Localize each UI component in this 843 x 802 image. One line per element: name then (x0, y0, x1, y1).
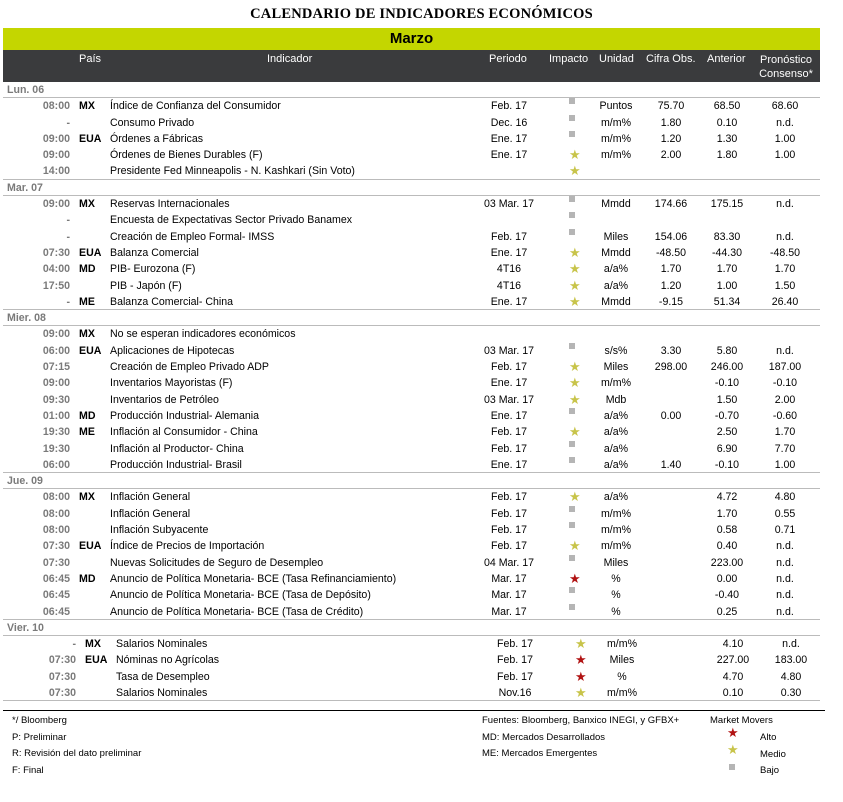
anterior-cell: 4.10 (722, 638, 744, 651)
legend-high-label: Alto (760, 732, 777, 743)
unit-cell: a/a% (603, 426, 629, 439)
time-cell: 19:30 (42, 442, 70, 455)
table-row (0, 98, 843, 114)
page-title: CALENDARIO DE INDICADORES ECONÓMICOS (250, 6, 593, 22)
cifra-cell: 3.30 (660, 344, 682, 357)
table-row (0, 408, 843, 424)
pronostico-cell: 7.70 (774, 442, 796, 455)
table-row: 07:30 Tasa de Desempleo Feb. 17 % 4.70 4.80 ★ (0, 669, 843, 685)
anterior-cell: 227.00 (716, 654, 750, 667)
footnote-bloomberg: */ Bloomberg (12, 715, 67, 726)
indicator-cell: Índice de Precios de Importación (110, 540, 265, 553)
pronostico-cell: n.d. (782, 638, 800, 651)
indicator-cell: Anuncio de Política Monetaria- BCE (Tasa Refinanciamiento) (110, 572, 397, 585)
anterior-cell: 1.50 (716, 393, 738, 406)
indicator-cell: PIB - Japón (F) (110, 279, 182, 292)
day-header (0, 473, 843, 489)
pronostico-cell: 0.55 (774, 507, 796, 520)
unit-cell: m/m% (606, 686, 637, 699)
pronostico-cell: n.d. (776, 589, 794, 602)
pronostico-cell: 1.00 (774, 149, 796, 162)
indicator-cell: Anuncio de Política Monetaria- BCE (Tasa de Crédito) (110, 605, 364, 618)
anterior-cell: 0.00 (716, 572, 738, 585)
time-cell: 09:00 (42, 328, 70, 341)
pronostico-cell: 1.00 (774, 458, 796, 471)
period-cell: Feb. 17 (497, 670, 533, 683)
time-cell: 06:00 (42, 344, 70, 357)
indicator-cell: Inflación al Consumidor - China (110, 426, 258, 439)
time-cell: - (66, 116, 70, 129)
time-cell: - (66, 230, 70, 243)
table-row (0, 441, 843, 457)
cifra-cell: 1.70 (660, 263, 682, 276)
time-cell: - (66, 295, 70, 308)
country-cell: MD (79, 572, 96, 585)
period-cell: Feb. 17 (491, 426, 527, 439)
indicator-cell: Inventarios de Petróleo (110, 393, 219, 406)
table-row (0, 196, 843, 212)
cifra-cell: 0.00 (660, 409, 682, 422)
table-row: 07:30 EUA Nóminas no Agrícolas Feb. 17 Miles 227.00 183.00 ★ (0, 652, 843, 668)
table-row (0, 587, 843, 603)
anterior-cell: 1.00 (716, 279, 738, 292)
unit-cell: m/m% (600, 524, 631, 537)
anterior-cell: -0.40 (714, 589, 740, 602)
time-cell: 06:45 (42, 589, 70, 602)
time-cell: 07:30 (48, 670, 76, 683)
indicator-cell: Balanza Comercial (110, 246, 199, 259)
indicator-cell: Inventarios Mayoristas (F) (110, 377, 233, 390)
header-pronostico (751, 53, 821, 81)
country-cell: MD (79, 263, 96, 276)
indicator-cell: Inflación General (110, 491, 191, 504)
time-cell: 08:00 (42, 491, 70, 504)
indicator-cell: Órdenes a Fábricas (110, 132, 204, 145)
indicator-cell: PIB- Eurozona (F) (110, 263, 196, 276)
period-cell: Feb. 17 (491, 100, 527, 113)
day-header (0, 620, 843, 636)
time-cell: 07:30 (48, 686, 76, 699)
anterior-cell: 1.70 (716, 263, 738, 276)
time-cell: 06:45 (42, 605, 70, 618)
pronostico-cell: n.d. (776, 540, 794, 553)
country-cell: MX (79, 198, 95, 211)
time-cell: - (72, 638, 76, 651)
table-row (0, 115, 843, 131)
period-cell: Nov.16 (498, 686, 532, 699)
table-row: - MX Salarios Nominales Feb. 17 m/m% 4.10 n.d. ★ (0, 636, 843, 652)
country-cell: MX (85, 638, 101, 651)
legend-med-label: Medio (760, 749, 786, 760)
day-header (0, 180, 843, 196)
period-cell: Feb. 17 (491, 361, 527, 374)
unit-cell: % (611, 572, 621, 585)
country-cell: ME (79, 295, 95, 308)
indicator-cell: Consumo Privado (110, 116, 195, 129)
anterior-cell: 246.00 (710, 361, 744, 374)
period-cell: 04 Mar. 17 (483, 556, 535, 569)
header-periodo: Periodo (489, 53, 527, 65)
country-cell: EUA (79, 132, 102, 145)
table-row (0, 506, 843, 522)
time-cell: 14:00 (42, 165, 70, 178)
country-cell: EUA (79, 246, 102, 259)
indicator-cell: Salarios Nominales (116, 638, 208, 651)
pronostico-cell: -48.50 (769, 246, 801, 259)
country-cell: ME (79, 426, 95, 439)
header-pronostico-line2: Consenso* (759, 68, 813, 80)
country-cell: MX (79, 100, 95, 113)
pronostico-cell: 183.00 (774, 654, 808, 667)
anterior-cell: 0.10 (716, 116, 738, 129)
pronostico-cell: -0.10 (772, 377, 798, 390)
period-cell: Feb. 17 (497, 638, 533, 651)
header-pais: País (79, 53, 102, 65)
header-impacto: Impacto (549, 53, 589, 65)
pronostico-cell: 4.80 (774, 491, 796, 504)
anterior-cell: 5.80 (716, 344, 738, 357)
country-cell: MD (79, 409, 96, 422)
table-row (0, 212, 843, 228)
period-cell: Feb. 17 (491, 230, 527, 243)
unit-cell: a/a% (603, 442, 629, 455)
anterior-cell: 6.90 (716, 442, 738, 455)
anterior-cell: 51.34 (713, 295, 741, 308)
cifra-cell: -48.50 (655, 246, 687, 259)
period-cell: Ene. 17 (490, 377, 528, 390)
unit-cell: % (611, 605, 621, 618)
period-cell: Feb. 17 (491, 491, 527, 504)
table-row: 09:00 Inventarios Mayoristas (F) Ene. 17 m/m% -0.10 -0.10 ★ (0, 375, 843, 391)
indicator-cell: Aplicaciones de Hipotecas (110, 344, 235, 357)
time-cell: 07:30 (42, 540, 70, 553)
row-divider (3, 700, 820, 701)
anterior-cell: 83.30 (713, 230, 741, 243)
cifra-cell: 1.20 (660, 132, 682, 145)
table-row (0, 131, 843, 147)
period-cell: Dec. 16 (490, 116, 528, 129)
indicator-cell: Inflación Subyacente (110, 524, 209, 537)
pronostico-cell: 1.00 (774, 132, 796, 145)
table-row: 04:00 MD PIB- Eurozona (F) 4T16 a/a% 1.70 1.70 1.70 ★ (0, 261, 843, 277)
footnote-preliminar: P: Preliminar (12, 732, 67, 743)
time-cell: 06:45 (42, 572, 70, 585)
anterior-cell: 4.70 (722, 670, 744, 683)
unit-cell: % (617, 670, 627, 683)
table-header (3, 50, 820, 82)
table-row (0, 604, 843, 620)
pronostico-cell: n.d. (776, 605, 794, 618)
day-header (0, 82, 843, 98)
pronostico-cell: 1.50 (774, 279, 796, 292)
cifra-cell: 1.20 (660, 279, 682, 292)
cifra-cell: 1.40 (660, 458, 682, 471)
pronostico-cell: 4.80 (780, 670, 802, 683)
time-cell: 07:30 (42, 556, 70, 569)
indicator-cell: Tasa de Desempleo (116, 670, 210, 683)
time-cell: 09:00 (42, 377, 70, 390)
pronostico-cell: 26.40 (771, 295, 799, 308)
indicator-cell: Encuesta de Expectativas Sector Privado Banamex (110, 214, 353, 227)
pronostico-cell: 0.30 (780, 686, 802, 699)
indicator-cell: Balanza Comercial- China (110, 295, 234, 308)
unit-cell: Mmdd (601, 246, 631, 259)
unit-cell: a/a% (603, 458, 629, 471)
time-cell: 19:30 (42, 426, 70, 439)
table-row: 08:00 MX Inflación General Feb. 17 a/a% 4.72 4.80 ★ (0, 489, 843, 505)
unit-cell: m/m% (600, 507, 631, 520)
pronostico-cell: n.d. (776, 344, 794, 357)
table-row: 09:00 Órdenes de Bienes Durables (F) Ene. 17 m/m% 2.00 1.80 1.00 ★ (0, 147, 843, 163)
legend-med-icon: ★ (727, 742, 739, 757)
legend-low-label: Bajo (760, 765, 780, 776)
country-cell: EUA (79, 344, 102, 357)
period-cell: 03 Mar. 17 (483, 393, 535, 406)
pronostico-cell: 1.70 (774, 426, 796, 439)
period-cell: Ene. 17 (490, 458, 528, 471)
day-label: Vier. 10 (7, 621, 44, 634)
period-cell: Feb. 17 (491, 540, 527, 553)
unit-cell: a/a% (603, 491, 629, 504)
period-cell: 4T16 (496, 263, 522, 276)
pronostico-cell: 68.60 (771, 100, 799, 113)
table-row: 19:30 ME Inflación al Consumidor - China Feb. 17 a/a% 2.50 1.70 ★ (0, 424, 843, 440)
cifra-cell: 154.06 (654, 230, 688, 243)
unit-cell: m/m% (600, 132, 631, 145)
footnote-revision: R: Revisión del dato preliminar (12, 748, 142, 759)
indicator-cell: Producción Industrial- Alemania (110, 409, 259, 422)
header-indicador: Indicador (267, 53, 313, 65)
unit-cell: m/m% (600, 116, 631, 129)
unit-cell: Puntos (599, 100, 633, 113)
time-cell: 09:30 (42, 393, 70, 406)
table-row: 07:30 Salarios Nominales Nov.16 m/m% 0.10 0.30 ★ (0, 685, 843, 701)
time-cell: - (66, 214, 70, 227)
table-row: 06:45 MD Anuncio de Política Monetaria- BCE (Tasa Refinanciamiento) Mar. 17 % 0.00 n.d. ★ (0, 571, 843, 587)
time-cell: 07:15 (42, 361, 70, 374)
indicator-cell: Creación de Empleo Privado ADP (110, 361, 269, 374)
indicator-cell: Nuevas Solicitudes de Seguro de Desempleo (110, 556, 324, 569)
unit-cell: Miles (609, 654, 635, 667)
footer-me: ME: Mercados Emergentes (482, 748, 598, 759)
table-row: 07:30 EUA Balanza Comercial Ene. 17 Mmdd -48.50 -44.30 -48.50 ★ (0, 245, 843, 261)
table-row: - ME Balanza Comercial- China Ene. 17 Mmdd -9.15 51.34 26.40 ★ (0, 294, 843, 310)
indicator-table (0, 82, 843, 701)
anterior-cell: 223.00 (710, 556, 744, 569)
footnote-final: F: Final (12, 765, 44, 776)
period-cell: Mar. 17 (491, 605, 527, 618)
unit-cell: m/m% (606, 638, 637, 651)
day-label: Jue. 09 (7, 475, 43, 488)
period-cell: 03 Mar. 17 (483, 198, 535, 211)
legend-low-icon (729, 762, 735, 773)
indicator-cell: Salarios Nominales (116, 686, 208, 699)
country-cell: MX (79, 328, 95, 341)
indicator-cell: Órdenes de Bienes Durables (F) (110, 149, 263, 162)
table-row: 09:30 Inventarios de Petróleo 03 Mar. 17 Mdb 1.50 2.00 ★ (0, 392, 843, 408)
period-cell: Feb. 17 (491, 507, 527, 520)
footer-sources: Fuentes: Bloomberg, Banxico INEGI, y GFBX+ (482, 715, 680, 726)
anterior-cell: -0.70 (714, 409, 740, 422)
indicator-cell: No se esperan indicadores económicos (110, 328, 296, 341)
period-cell: Mar. 17 (491, 572, 527, 585)
header-anterior: Anterior (707, 53, 746, 65)
anterior-cell: 0.10 (722, 686, 744, 699)
time-cell: 07:30 (42, 246, 70, 259)
time-cell: 08:00 (42, 524, 70, 537)
time-cell: 06:00 (42, 458, 70, 471)
cifra-cell: 1.80 (660, 116, 682, 129)
pronostico-cell: 187.00 (768, 361, 802, 374)
time-cell: 07:30 (48, 654, 76, 667)
table-row: 07:30 EUA Índice de Precios de Importación Feb. 17 m/m% 0.40 n.d. ★ (0, 538, 843, 554)
period-cell: Feb. 17 (491, 524, 527, 537)
indicator-cell: Creación de Empleo Formal- IMSS (110, 230, 275, 243)
cifra-cell: 174.66 (654, 198, 688, 211)
country-cell: EUA (79, 540, 102, 553)
indicator-cell: Reservas Internacionales (110, 198, 230, 211)
period-cell: Ene. 17 (490, 409, 528, 422)
anterior-cell: 175.15 (710, 198, 744, 211)
day-label: Mier. 08 (7, 312, 46, 325)
period-cell: Ene. 17 (490, 246, 528, 259)
table-row (0, 457, 843, 473)
table-row (0, 555, 843, 571)
table-row: 14:00 Presidente Fed Minneapolis - N. Kashkari (Sin Voto) ★ (0, 163, 843, 179)
indicator-cell: Índice de Confianza del Consumidor (110, 100, 281, 113)
day-label: Mar. 07 (7, 181, 43, 194)
unit-cell: Mdb (605, 393, 627, 406)
anterior-cell: -0.10 (714, 377, 740, 390)
unit-cell: % (611, 589, 621, 602)
table-row (0, 326, 843, 342)
table-row: 17:50 PIB - Japón (F) 4T16 a/a% 1.20 1.00 1.50 ★ (0, 278, 843, 294)
unit-cell: a/a% (603, 279, 629, 292)
pronostico-cell: 1.70 (774, 263, 796, 276)
time-cell: 09:00 (42, 132, 70, 145)
legend-title: Market Movers (710, 715, 773, 726)
indicator-cell: Nóminas no Agrícolas (116, 654, 220, 667)
cifra-cell: 2.00 (660, 149, 682, 162)
pronostico-cell: n.d. (776, 572, 794, 585)
pronostico-cell: -0.60 (772, 409, 798, 422)
legend-high-icon: ★ (727, 725, 739, 740)
anterior-cell: -44.30 (711, 246, 743, 259)
unit-cell: m/m% (600, 149, 631, 162)
cifra-cell: 298.00 (654, 361, 688, 374)
cifra-cell: 75.70 (657, 100, 685, 113)
indicator-cell: Inflación General (110, 507, 191, 520)
month-banner: Marzo (3, 28, 820, 50)
anterior-cell: 1.80 (716, 149, 738, 162)
unit-cell: m/m% (600, 540, 631, 553)
anterior-cell: 0.40 (716, 540, 738, 553)
pronostico-cell: 2.00 (774, 393, 796, 406)
unit-cell: Mmdd (601, 295, 631, 308)
pronostico-cell: n.d. (776, 556, 794, 569)
unit-cell: a/a% (603, 409, 629, 422)
period-cell: Feb. 17 (491, 442, 527, 455)
anterior-cell: 1.30 (716, 132, 738, 145)
period-cell: Ene. 17 (490, 132, 528, 145)
period-cell: 4T16 (496, 279, 522, 292)
anterior-cell: 2.50 (716, 426, 738, 439)
anterior-cell: 0.25 (716, 605, 738, 618)
time-cell: 08:00 (42, 100, 70, 113)
header-pronostico-line1: Pronóstico (760, 54, 812, 66)
indicator-cell: Anuncio de Política Monetaria- BCE (Tasa de Depósito) (110, 589, 371, 602)
country-cell: EUA (85, 654, 108, 667)
country-cell: MX (79, 491, 95, 504)
cifra-cell: -9.15 (658, 295, 684, 308)
unit-cell: Miles (603, 230, 629, 243)
table-row (0, 522, 843, 538)
anterior-cell: -0.10 (714, 458, 740, 471)
table-row (0, 343, 843, 359)
time-cell: 08:00 (42, 507, 70, 520)
day-label: Lun. 06 (7, 84, 45, 96)
footer-divider (3, 710, 825, 711)
unit-cell: Miles (603, 361, 629, 374)
pronostico-cell: n.d. (776, 230, 794, 243)
table-row (0, 229, 843, 245)
anterior-cell: 1.70 (716, 507, 738, 520)
day-header (0, 310, 843, 326)
pronostico-cell: 0.71 (774, 524, 796, 537)
table-row: 07:15 Creación de Empleo Privado ADP Feb. 17 Miles 298.00 246.00 187.00 ★ (0, 359, 843, 375)
unit-cell: s/s% (604, 344, 628, 357)
anterior-cell: 0.58 (716, 524, 738, 537)
indicator-cell: Inflación al Productor- China (110, 442, 244, 455)
time-cell: 04:00 (42, 263, 70, 276)
pronostico-cell: n.d. (776, 198, 794, 211)
time-cell: 09:00 (42, 149, 70, 162)
unit-cell: Mmdd (601, 198, 631, 211)
header-unidad: Unidad (599, 53, 634, 65)
anterior-cell: 4.72 (716, 491, 738, 504)
unit-cell: a/a% (603, 263, 629, 276)
anterior-cell: 68.50 (713, 100, 741, 113)
period-cell: Ene. 17 (490, 295, 528, 308)
indicator-cell: Producción Industrial- Brasil (110, 458, 242, 471)
footer-md: MD: Mercados Desarrollados (482, 732, 606, 743)
header-cifra: Cifra Obs. (646, 53, 696, 65)
time-cell: 09:00 (42, 198, 70, 211)
period-cell: Mar. 17 (491, 589, 527, 602)
indicator-cell: Presidente Fed Minneapolis - N. Kashkari (Sin Voto) (110, 165, 355, 178)
pronostico-cell: n.d. (776, 116, 794, 129)
period-cell: Feb. 17 (497, 654, 533, 667)
unit-cell: m/m% (600, 377, 631, 390)
time-cell: 17:50 (42, 279, 70, 292)
unit-cell: Miles (603, 556, 629, 569)
time-cell: 01:00 (42, 409, 70, 422)
period-cell: Ene. 17 (490, 149, 528, 162)
period-cell: 03 Mar. 17 (483, 344, 535, 357)
